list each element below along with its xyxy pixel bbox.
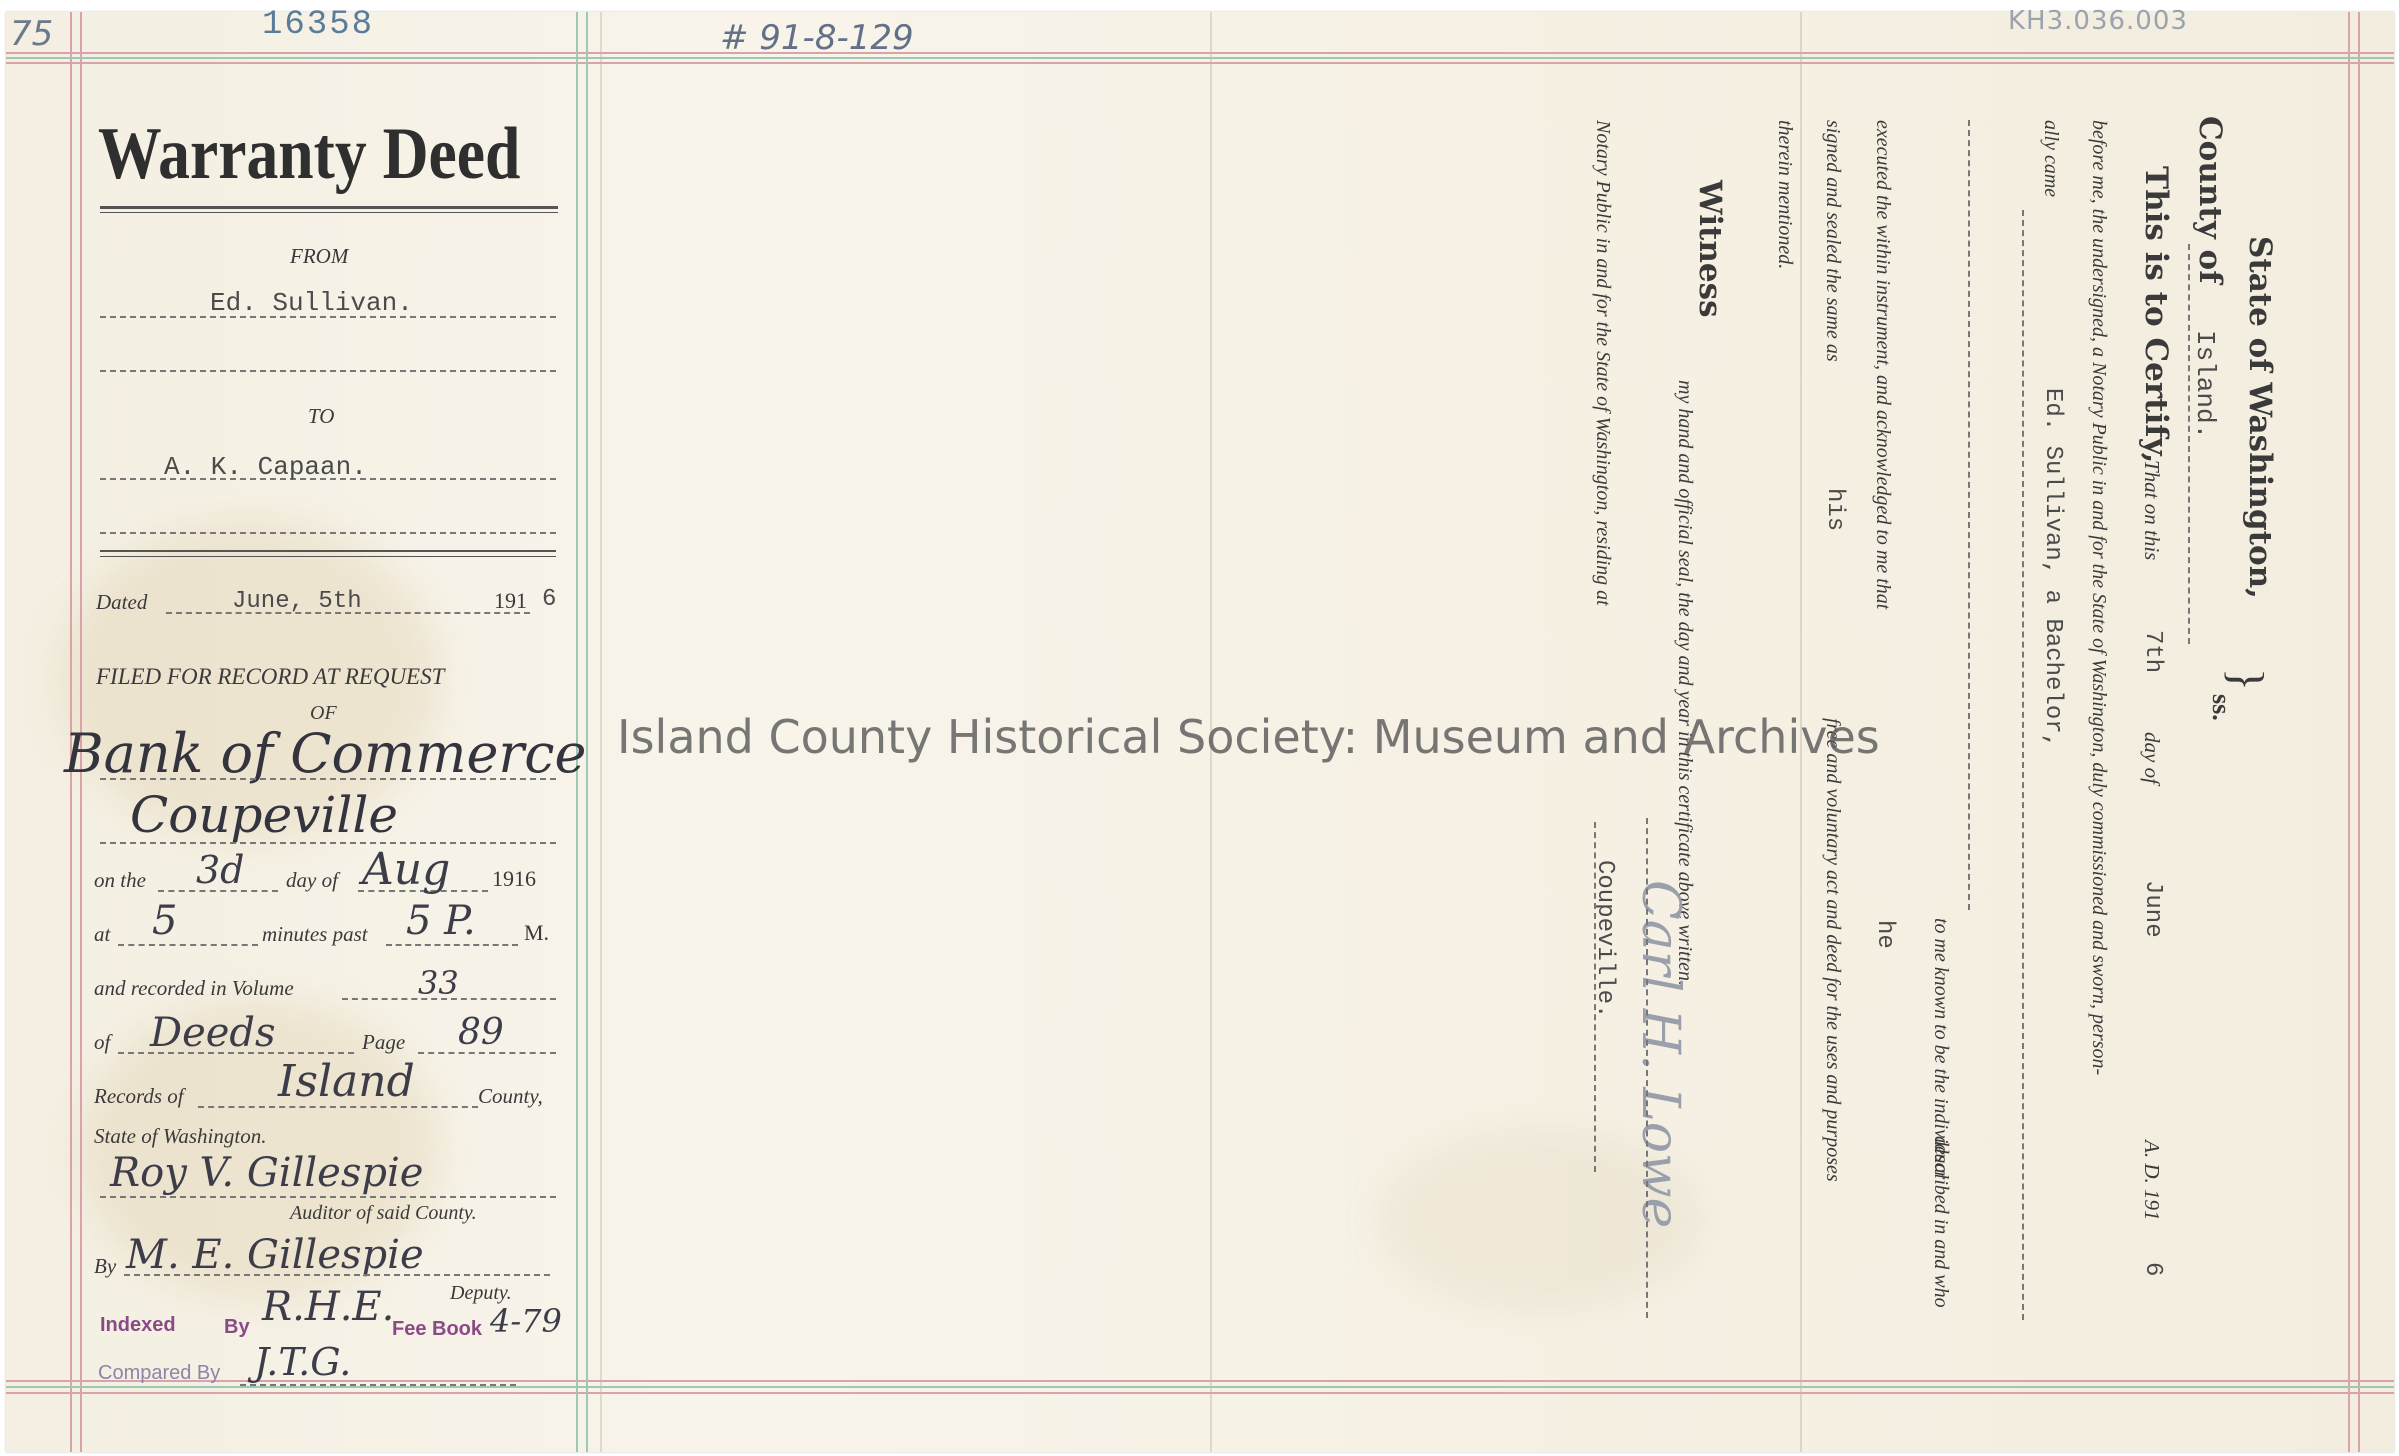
county-label: County of <box>2192 116 2228 284</box>
catalog-number: # 91-8-129 <box>720 18 914 58</box>
page-value: 89 <box>458 1012 504 1053</box>
pronoun-value: he <box>1871 920 1898 949</box>
filed-month-value: Aug <box>362 844 451 895</box>
notary-signature-line <box>1646 818 1648 1318</box>
minutes-line <box>118 944 258 946</box>
state-heading: State of Washington, <box>2242 236 2278 599</box>
to-label: TO <box>308 404 335 428</box>
possessive-value: his <box>1821 488 1848 532</box>
auditor-line <box>100 1196 556 1198</box>
dated-year-suffix: 6 <box>542 586 557 613</box>
records-county-value: Island <box>278 1056 415 1107</box>
section-divider-thin <box>100 556 556 557</box>
deed-title: Warranty Deed <box>98 113 521 195</box>
day-of-label: day of <box>2140 732 2164 784</box>
book-value: Deeds <box>150 1010 276 1056</box>
from-label: FROM <box>290 244 349 268</box>
person-line-2 <box>1968 120 1970 910</box>
minutes-past-label: minutes past <box>262 922 368 946</box>
archive-watermark: Island County Historical Society: Museum and Archives <box>617 710 1880 764</box>
county-line <box>2188 244 2190 644</box>
by-label: By <box>94 1254 117 1278</box>
dated-label: Dated <box>96 590 148 614</box>
fold-line <box>600 12 602 1452</box>
fee-book-value: 4-79 <box>490 1302 562 1340</box>
dated-year-prefix: 191 <box>494 588 527 613</box>
ad-label: A. D. 191 <box>2140 1140 2164 1221</box>
ss-brace: } <box>2220 668 2273 692</box>
auditor-signature: Roy V. Gillespie <box>110 1150 424 1196</box>
certificate-day-value: 7th <box>2139 630 2166 674</box>
request-party-line1: Bank of Commerce <box>64 722 587 785</box>
certificate-month-value: June <box>2139 880 2166 938</box>
grantee-name: A. K. Capaan. <box>164 452 367 482</box>
minutes-value: 5 <box>152 898 178 944</box>
of-label: OF <box>310 702 337 724</box>
county-value: Island. <box>2190 330 2220 440</box>
indexed-by-label: By <box>224 1316 250 1338</box>
stamp-number: 16358 <box>262 6 375 44</box>
records-of-label: Records of <box>94 1084 184 1108</box>
grantor-line-2 <box>100 370 556 372</box>
section-divider <box>100 550 556 552</box>
indexed-value: R.H.E. <box>262 1284 395 1330</box>
accession-number: KH3.036.003 <box>2008 6 2188 36</box>
indexed-label: Indexed <box>100 1314 176 1336</box>
auditor-label: Auditor of said County. <box>290 1202 477 1224</box>
of-book-label: of <box>94 1030 111 1054</box>
compared-value: J.T.G. <box>254 1340 352 1384</box>
request-line-2 <box>100 842 556 844</box>
hour-value: 5 P. <box>406 898 476 944</box>
person-value: Ed. Sullivan, a Bachelor, <box>2039 388 2066 749</box>
request-party-line2: Coupeville <box>130 786 398 844</box>
deputy-line <box>124 1274 550 1276</box>
residence-line <box>1594 822 1596 1172</box>
title-underline-thin <box>100 212 558 213</box>
executed-text: executed the within instrument, and acknowledged to me that <box>1872 120 1894 610</box>
signed-text: signed and sealed the same as <box>1822 120 1844 362</box>
volume-value: 33 <box>418 964 459 1002</box>
m-label: M. <box>524 920 550 945</box>
title-underline <box>100 206 558 209</box>
grantor-name: Ed. Sullivan. <box>210 288 413 318</box>
corner-number: 75 <box>10 14 54 54</box>
recorded-label: and recorded in Volume <box>94 976 294 1000</box>
day-of-label: day of <box>286 868 338 892</box>
notary-text: Notary Public in and for the State of Washington, residing at <box>1592 120 1614 606</box>
known-text: to me known to be the individual <box>1930 918 1952 1180</box>
free-text: free and voluntary act and deed for the uses and purposes <box>1822 718 1844 1182</box>
described-text: described in and who <box>1930 1136 1952 1308</box>
top-border-rule <box>6 62 2394 64</box>
on-the-label: on the <box>94 868 146 892</box>
dated-value: June, 5th <box>232 588 362 615</box>
compared-label: Compared By <box>98 1362 221 1384</box>
top-border-rule <box>6 52 2394 54</box>
ss-label: ss. <box>2207 694 2236 721</box>
witness-label: Witness <box>1692 180 1728 318</box>
bottom-green-rule <box>6 1386 2394 1388</box>
deputy-signature: M. E. Gillespie <box>126 1232 424 1278</box>
state-label: State of Washington. <box>94 1124 267 1148</box>
deputy-label: Deputy. <box>450 1282 512 1304</box>
ally-came-label: ally came <box>2040 120 2062 198</box>
right-border-rule <box>2348 12 2350 1452</box>
grantee-line-2 <box>100 532 556 534</box>
before-me-text: before me, the undersigned, a Notary Public in and for the State of Washington, duly commissioned and sworn, person- <box>2088 120 2110 1076</box>
right-border-rule <box>2358 12 2360 1452</box>
hour-line <box>386 944 518 946</box>
ad-year-suffix: 6 <box>2139 1262 2166 1277</box>
page-label: Page <box>362 1030 406 1054</box>
top-green-rule <box>6 57 2394 59</box>
request-line-1 <box>100 778 556 780</box>
fee-book-label: Fee Book <box>392 1318 483 1340</box>
filed-day-value: 3d <box>196 848 245 892</box>
therein-text: therein mentioned. <box>1774 120 1796 270</box>
compared-line <box>240 1384 516 1386</box>
certify-label: This is to Certify, <box>2138 166 2174 464</box>
filed-for-record-label: FILED FOR RECORD AT REQUEST <box>96 664 445 689</box>
county-label: County, <box>478 1084 543 1108</box>
residence-value: Coupeville. <box>1591 860 1618 1019</box>
bottom-border-rule <box>6 1392 2394 1394</box>
person-line <box>2022 210 2024 1320</box>
that-on-this-label: That on this <box>2140 460 2164 561</box>
notary-signature: Carl H. Lowe <box>1630 880 1690 1229</box>
at-label: at <box>94 922 111 946</box>
bottom-border-rule <box>6 1380 2394 1382</box>
filed-year: 1916 <box>492 866 536 891</box>
witness-text: my hand and official seal, the day and year in this certificate above written. <box>1674 380 1696 986</box>
